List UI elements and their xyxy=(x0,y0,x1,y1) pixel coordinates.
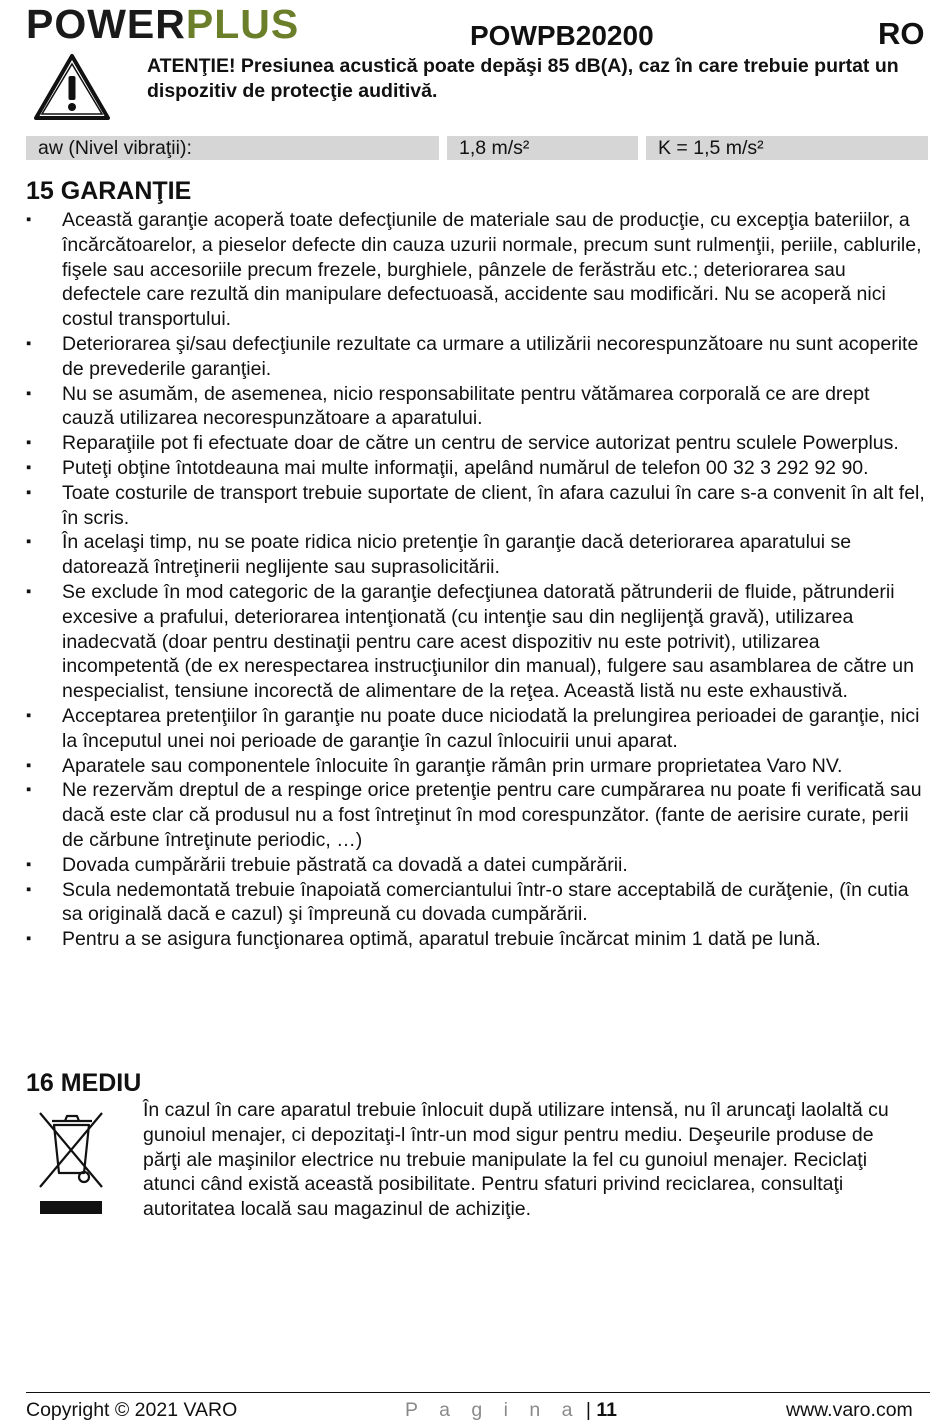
warranty-list xyxy=(26,208,926,952)
warranty-heading: 15 GARANŢIE xyxy=(26,177,192,205)
vibration-uncertainty: K = 1,5 m/s² xyxy=(646,136,928,160)
brand-logo xyxy=(26,2,299,46)
footer-divider xyxy=(26,1392,930,1393)
list-item: ▪ Această garanţie acoperă toate defecţiunile de materiale sau de producţie, cu excepţia bateriilor, a încărcătoarelor, a pieselor defecte din cauza uzurii normale, precum sunt rulmenţii, periile, cablurile, fişele sau accesoriile precum frezele, burghiele, pânzele de ferăstrău etc.; deteriorarea sau defectele care rezultă din manipulare defectuoasă, accidente sau modificări. Nu se acoperă nici costul transportului. xyxy=(26,208,926,332)
brand-logo-part1: POWER xyxy=(26,1,186,47)
list-item: ▪ Reparaţiile pot fi efectuate doar de către un centru de service autorizat pentru sculele Powerplus. xyxy=(26,431,926,456)
vibration-label: aw (Nivel vibraţii): xyxy=(26,136,439,160)
crossed-out-wheelie-bin-icon xyxy=(32,1107,110,1215)
page-indicator xyxy=(405,1398,617,1422)
website-link[interactable]: www.varo.com xyxy=(786,1399,913,1421)
list-item: ▪ Deteriorarea şi/sau defecţiunile rezultate ca urmare a utilizării necorespunzătoare nu sunt acoperite de prevederile garanţiei. xyxy=(26,332,926,382)
list-item: ▪ Toate costurile de transport trebuie suportate de client, în afara cazului în care s-a convenit în alt fel, în scris. xyxy=(26,481,926,531)
page-label: P a g i n a xyxy=(405,1399,581,1421)
list-item: ▪ În acelaşi timp, nu se poate ridica nicio pretenţie în garanţie dacă deteriorarea aparatului se datorează întreţinerii neglijente sau suprasolicitării. xyxy=(26,530,926,580)
list-item: ▪ Pentru a se asigura funcţionarea optimă, aparatul trebuie încărcat minim 1 dată pe lună. xyxy=(26,927,926,952)
list-item: ▪ Se exclude în mod categoric de la garanţie defecţiunea datorată pătrunderii de fluide, pătrunderii excesive a prafului, deteriorarea intenţionată (cu intenţie sau din neglijenţă gravă), utilizarea inadecvată (doar pentru destinaţii pentru care acest dispozitiv nu este potrivit), utilizarea incompetentă (de ex nerespectarea instrucţiunilor din manual), fulgere sau asamblarea de către un nespecialist, tensiune incorectă de alimentare de la reţea. Această listă nu este exhaustivă. xyxy=(26,580,926,704)
list-item: ▪ Aparatele sau componentele înlocuite în garanţie rămân prin urmare proprietatea Varo NV. xyxy=(26,754,926,779)
noise-warning-text: ATENŢIE! Presiunea acustică poate depăşi 85 dB(A), caz în care trebuie purtat un dispozitiv de protecţie auditivă. xyxy=(147,55,899,102)
page-number: 11 xyxy=(596,1399,617,1421)
list-item: ▪ Ne rezervăm dreptul de a respinge orice pretenţie pentru care cumpărarea nu poate fi verificată sau dacă este clar că produsul nu a fost întreţinut în mod corespunzător. (fante de aerisire curate, perii de cărbune întreţinute periodic, …) xyxy=(26,778,926,852)
list-item: ▪ Nu se asumăm, de asemenea, nicio responsabilitate pentru vătămarea corporală ce are drept cauză utilizarea necorespunzătoare a aparatului. xyxy=(26,382,926,432)
warning-triangle-icon xyxy=(32,52,112,122)
list-item: ▪ Acceptarea pretenţiilor în garanţie nu poate duce niciodată la prelungirea perioadei de garanţie, nici la începutul unei noi perioade de garanţie în cazul înlocuirii unui aparat. xyxy=(26,704,926,754)
language-code: RO xyxy=(878,16,925,51)
list-item: ▪ Puteţi obţine întotdeauna mai multe informaţii, apelând numărul de telefon 00 32 3 292 92 90. xyxy=(26,456,926,481)
page-separator: | xyxy=(580,1399,597,1421)
brand-logo-part2: PLUS xyxy=(185,1,300,47)
model-number: POWPB20200 xyxy=(470,20,654,51)
list-item: ▪ Scula nedemontată trebuie înapoiată comerciantului într-o stare acceptabilă de curăţenie, (în cutia sa originală dacă e cazul) şi împreună cu dovada cumpărării. xyxy=(26,878,926,928)
environment-heading: 16 MEDIU xyxy=(26,1069,142,1097)
copyright-text: Copyright © 2021 VARO xyxy=(26,1399,238,1421)
environment-text: În cazul în care aparatul trebuie înlocuit după utilizare intensă, nu îl aruncaţi laolaltă cu gunoiul menajer, ci depozitaţi-l într-un mod sigur pentru mediu. Deşeurile produse de părţi ale maşinilor electrice nu trebuie manipulate la fel cu gunoiul menajer. Reciclaţi atunci când există această posibilitate. Pentru sfaturi privind reciclarea, consultaţi autoritatea locală sau magazinul de achiziţie. xyxy=(143,1099,889,1221)
list-item: ▪ Dovada cumpărării trebuie păstrată ca dovadă a datei cumpărării. xyxy=(26,853,926,878)
vibration-value: 1,8 m/s² xyxy=(447,136,638,160)
